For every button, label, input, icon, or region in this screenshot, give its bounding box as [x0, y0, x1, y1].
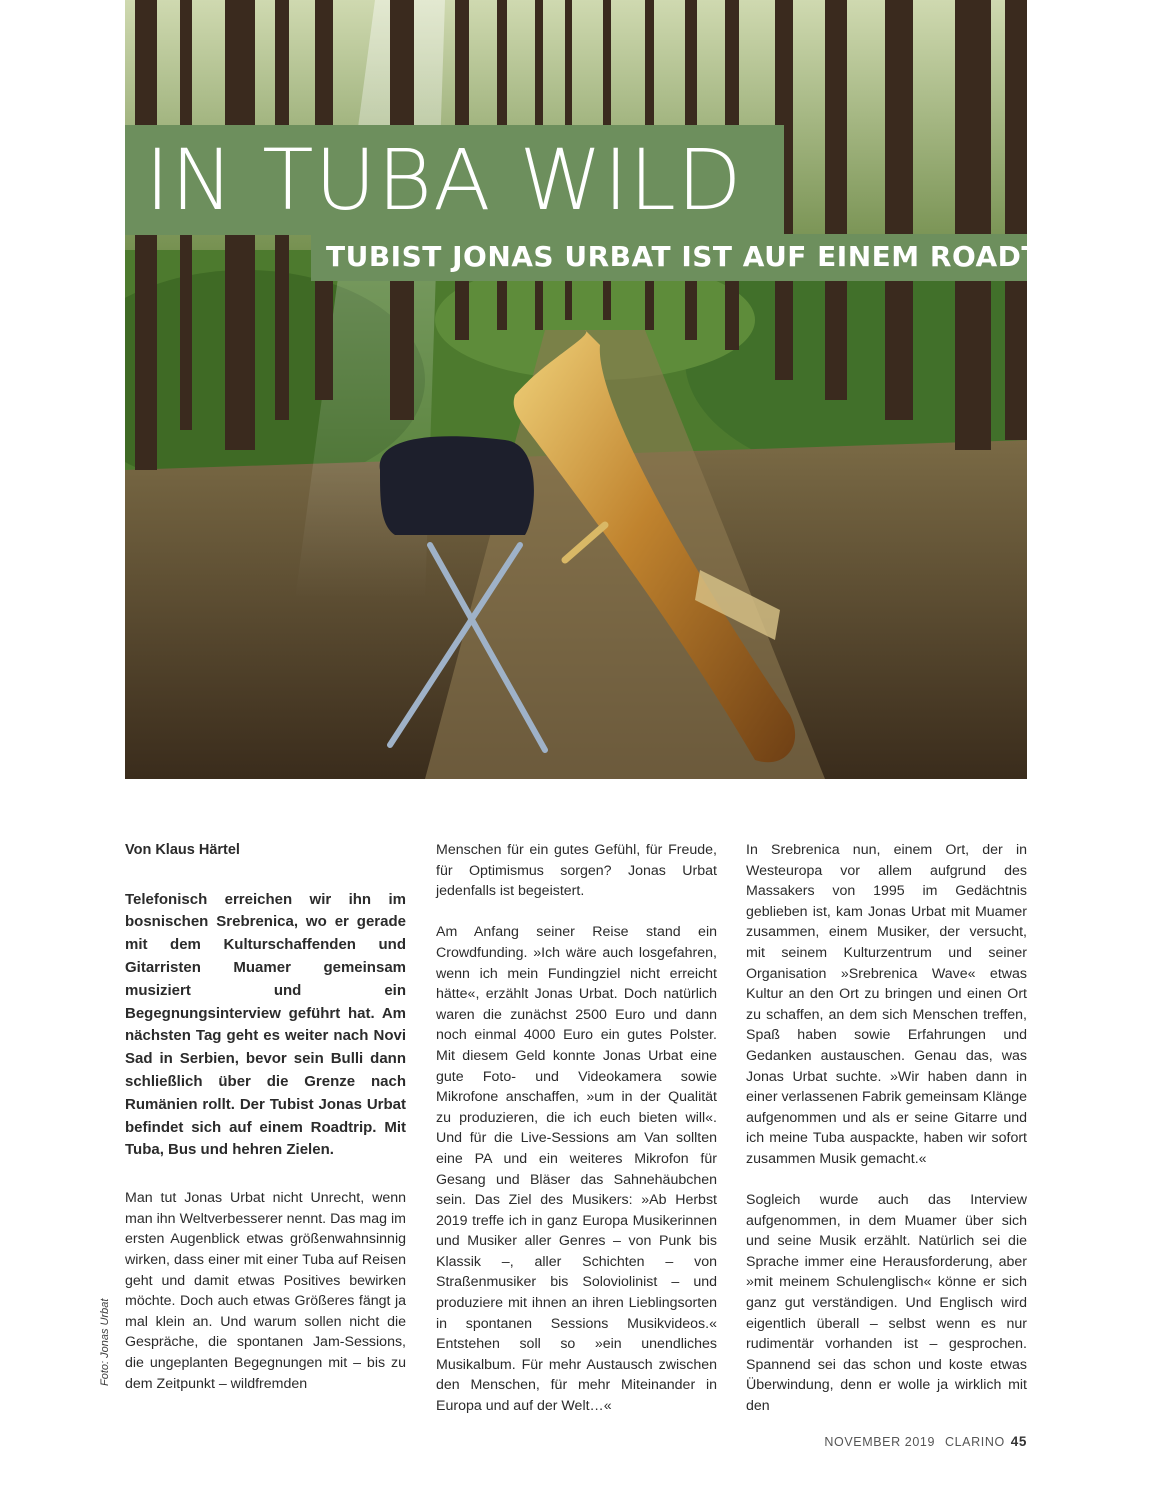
article-column-2	[436, 840, 717, 1417]
body-paragraph: Am Anfang seiner Reise stand ein Crowdfunding. »Ich wäre auch losgefahren, wenn ich mein Fundingziel nicht erreicht hätte«, erzählt Jonas Urbat. Doch natürlich waren die zunächst 2500 Euro und dann noch einmal 4000 Euro ein gutes Polster. Mit diesem Geld konnte Jonas Urbat eine gute Foto- und Videokamera sowie Mikrofone anschaffen, »um in der Qualität zu produzieren, die ich euch bieten will«. Und für die Live-Sessions am Van sollten eine PA und ein weiteres Mikrofon für Gesang und Bläser das Sahnehäubchen sein. Das Ziel des Musikers: »Ab Herbst 2019 treffe ich in ganz Europa Musikerinnen und Musiker aller Genres – von Punk bis Klassik –, aller Schichten – von Straßenmusiker bis Soloviolinist – und produziere mit ihnen an ihren Lieblingsorten in spontanen Sessions Musikvideos.« Entstehen soll so »ein unendliches Musikalbum. Für mehr Austausch zwischen den Menschen, für mehr Miteinander in Europa und auf der Welt…«	[436, 924, 717, 1415]
page-footer	[824, 1434, 1027, 1449]
issue-date: NOVEMBER 2019	[824, 1435, 935, 1449]
hero-photo	[125, 0, 1027, 779]
body-paragraph: Man tut Jonas Urbat nicht Unrecht, wenn man ihn Weltverbesserer nennt. Das mag im ersten Augenblick etwas größenwahnsinnig wirken, dass einer mit einer Tuba auf Reisen geht und damit etwas Positives bewirken möchte. Doch auch etwas Größeres fängt ja mal klein an. Und warum sollen nicht die Gespräche, die spontanen Jam-Sessions, die ungeplanten Begegnungen mit – bis zu dem Zeitpunkt – wildfremden	[125, 1190, 406, 1392]
lead-paragraph: Telefonisch erreichen wir ihn im bosnischen Srebrenica, wo er gerade mit dem Kulturschaffenden und Gitarristen Muamer gemeinsam musiziert und ein Begegnungsinterview geführt hat. Am nächsten Tag geht es weiter nach Novi Sad in Serbien, bevor sein Bulli dann schließlich über die Grenze nach Rumänien rollt. Der Tubist Jonas Urbat befindet sich auf einem Roadtrip. Mit Tuba, Bus und hehren Zielen.	[125, 890, 406, 1159]
article-column-1	[125, 840, 406, 1394]
magazine-name: CLARINO	[945, 1435, 1005, 1449]
article-subtitle: TUBIST JONAS URBAT IST AUF EINEM ROADTRIP	[326, 240, 1096, 273]
article-column-3	[746, 840, 1027, 1417]
body-paragraph: In Srebrenica nun, einem Ort, der in Westeuropa vor allem aufgrund des Massakers von 1995 im Gedächtnis geblieben ist, kam Jonas Urbat mit Muamer zusammen, einem Musiker, der versucht, mit seinem Kulturzentrum und seiner Organisation »Srebrenica Wave« etwas Kultur an den Ort zu bringen und einen Ort zu schaffen, an dem sich Menschen treffen, Spaß haben sowie Erfahrungen und Gedanken austauschen. Genau das, was Jonas Urbat suchte. »Wir haben dann in einer verlassenen Fabrik gemeinsam Klänge aufgenommen und als er seine Gitarre und ich meine Tuba auspackte, haben wir sofort zusammen Musik gemacht.«	[746, 842, 1027, 1167]
byline: Von Klaus Härtel	[125, 842, 240, 858]
photo-credit: Foto: Jonas Urbat	[99, 1298, 111, 1386]
page-number: 45	[1010, 1434, 1027, 1449]
body-paragraph: Sogleich wurde auch das Interview aufgenommen, in dem Muamer über sich und seine Musik erzählt. Natürlich sei die Sprache immer eine Herausforderung, aber »mit meinem Schulenglisch« könne er sich ganz gut verständigen. Und Englisch wird eigentlich überall – selbst wenn es nur rudimentär vorhanden ist – gesprochen. Spannend sei das schon und koste etwas Überwindung, denn er wolle ja wirklich mit den	[746, 1192, 1027, 1415]
body-paragraph: Menschen für ein gutes Gefühl, für Freude, für Optimismus sorgen? Jonas Urbat jedenfalls ist begeistert.	[436, 842, 717, 900]
article-title: IN TUBA WILD	[145, 131, 743, 229]
forest-tuba-illustration	[125, 0, 1027, 779]
